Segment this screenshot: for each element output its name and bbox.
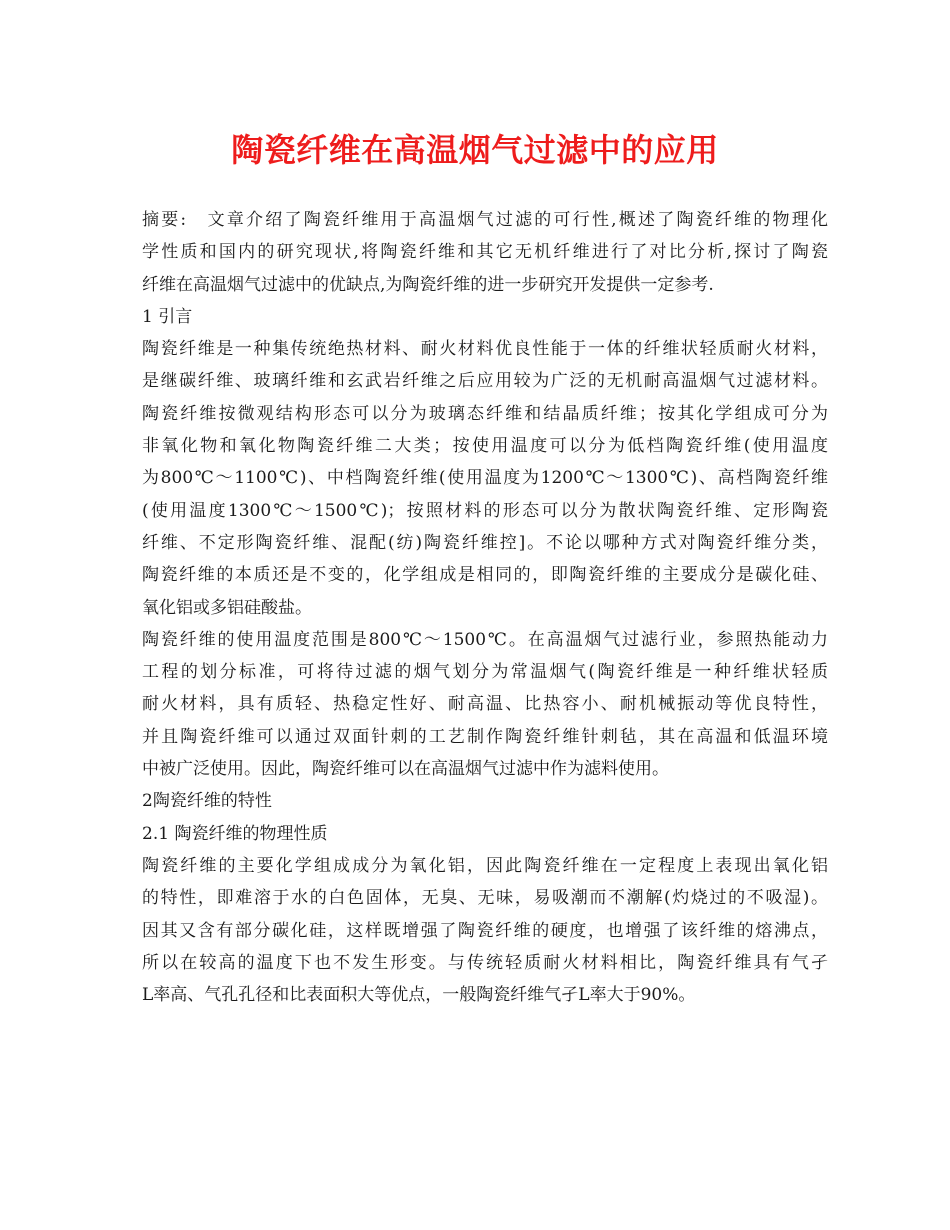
paragraph-line: 所以在较高的温度下也不发生形变。与传统轻质耐火材料相比，陶瓷纤维具有气孑	[142, 952, 828, 973]
document-body	[142, 204, 828, 1011]
paragraph-line: 并且陶瓷纤维可以通过双面针刺的工艺制作陶瓷纤维针刺毡，其在高温和低温环境	[142, 726, 828, 747]
paragraph-line: 陶瓷纤维的主要化学组成成分为氧化铝，因此陶瓷纤维在一定程度上表现出氧化铝	[142, 855, 828, 876]
abstract-line-2: 学性质和国内的研究现状,将陶瓷纤维和其它无机纤维进行了对比分析,探讨了陶瓷	[142, 242, 828, 263]
paragraph-line: 陶瓷纤维是一种集传统绝热材料、耐火材料优良性能于一体的纤维状轻质耐火材料，	[142, 339, 828, 360]
paragraph-line: 因其又含有部分碳化硅，这样既增强了陶瓷纤维的硬度，也增强了该纤维的熔沸点，	[142, 920, 828, 941]
paragraph-line: 陶瓷纤维的本质还是不变的，化学组成是相同的，即陶瓷纤维的主要成分是碳化硅、	[142, 565, 828, 586]
paragraph-line: 为800℃～1100℃)、中档陶瓷纤维(使用温度为1200℃～1300℃)、高档陶瓷纤维	[142, 468, 828, 489]
paragraph-line: 中被广泛使用。因此，陶瓷纤维可以在高温烟气过滤中作为滤料使用。	[142, 759, 669, 780]
paragraph-line: L率高、气孔孔径和比表面积大等优点，一般陶瓷纤维气孑L率大于90%。	[142, 985, 696, 1006]
section-heading-intro: 1 引言	[142, 306, 193, 327]
paragraph-line: 的特性，即难溶于水的白色固体，无臭、无味，易吸潮而不潮解(灼烧过的不吸湿)。	[142, 888, 828, 909]
paragraph-line: (使用温度1300℃～1500℃)；按照材料的形态可以分为散状陶瓷纤维、定形陶瓷	[142, 500, 828, 521]
paragraph-line: 工程的划分标准，可将待过滤的烟气划分为常温烟气(陶瓷纤维是一种纤维状轻质	[142, 662, 828, 683]
abstract-line-3: 纤维在高温烟气过滤中的优缺点,为陶瓷纤维的进一步研究开发提供一定参考.	[142, 274, 714, 295]
document-title: 陶瓷纤维在高温烟气过滤中的应用	[231, 131, 719, 169]
paragraph-line: 陶瓷纤维按微观结构形态可以分为玻璃态纤维和结晶质纤维；按其化学组成可分为	[142, 403, 828, 424]
paragraph-line: 陶瓷纤维的使用温度范围是800℃～1500℃。在高温烟气过滤行业，参照热能动力	[142, 629, 828, 650]
paragraph-line: 纤维、不定形陶瓷纤维、混配(纺)陶瓷纤维控]。不论以哪种方式对陶瓷纤维分类，	[142, 532, 828, 553]
abstract-line-1: 摘要: 文章介绍了陶瓷纤维用于高温烟气过滤的可行性,概述了陶瓷纤维的物理化	[142, 210, 828, 230]
paragraph-line: 氧化铝或多铝硅酸盐。	[142, 597, 312, 618]
section-heading-properties: 2陶瓷纤维的特性	[142, 791, 272, 812]
paragraph-line: 是继碳纤维、玻璃纤维和玄武岩纤维之后应用较为广泛的无机耐高温烟气过滤材料。	[142, 371, 828, 392]
subsection-heading-physical: 2.1 陶瓷纤维的物理性质	[142, 823, 328, 844]
paragraph-line: 非氧化物和氧化物陶瓷纤维二大类；按使用温度可以分为低档陶瓷纤维(使用温度	[142, 436, 828, 457]
paragraph-line: 耐火材料，具有质轻、热稳定性好、耐高温、比热容小、耐机械振动等优良特性，	[142, 694, 828, 715]
